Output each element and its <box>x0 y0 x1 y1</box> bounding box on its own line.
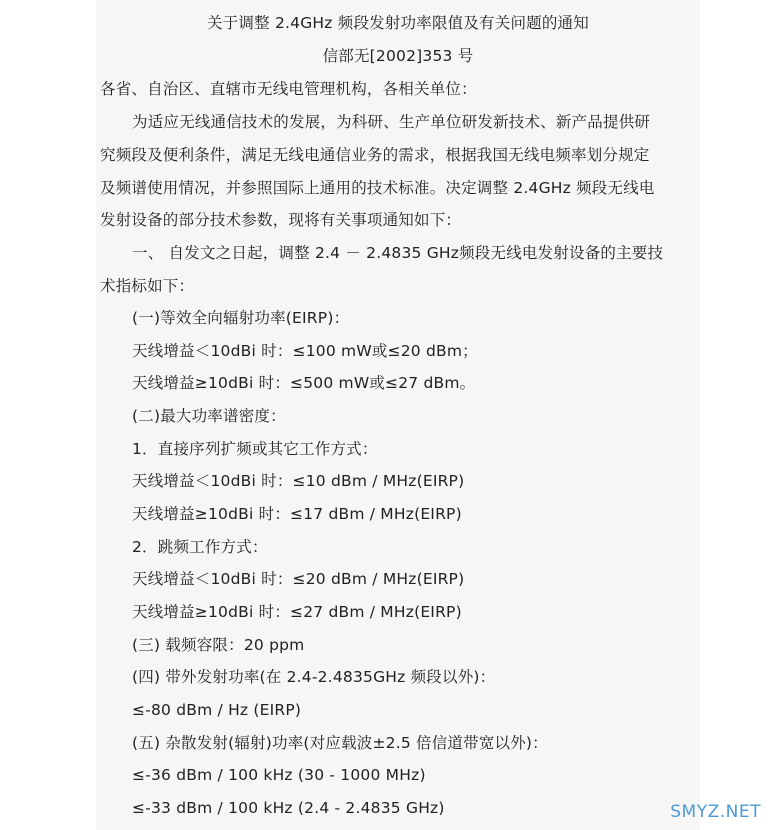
recipients-line: 各省、自治区、直辖市无线电管理机构，各相关单位： <box>100 80 477 98</box>
document-number: 信部无[2002]353 号 <box>322 47 474 65</box>
spec-item: ≤-80 dBm / Hz (EIRP) <box>132 701 302 719</box>
spec-item: (二)最大功率谱密度： <box>132 407 286 425</box>
spec-item: 1．直接序列扩频或其它工作方式： <box>132 440 378 458</box>
paragraph-line: 为适应无线通信技术的发展，为科研、生产单位研发新技术、新产品提供研 <box>132 113 651 131</box>
paragraph-line: 发射设备的部分技术参数，现将有关事项通知如下： <box>100 211 462 229</box>
document-title: 关于调整 2.4GHz 频段发射功率限值及有关问题的通知 <box>207 14 589 32</box>
section-heading: 一、 自发文之日起，调整 2.4 － 2.4835 GHz频段无线电发射设备的主要技 <box>132 244 664 262</box>
spec-item: ≤-33 dBm / 100 kHz (2.4 - 2.4835 GHz) <box>132 799 445 817</box>
spec-item: ≤-36 dBm / 100 kHz (30 - 1000 MHz) <box>132 766 426 784</box>
spec-item: 天线增益＜10dBi 时：≤10 dBm / MHz(EIRP) <box>132 472 465 490</box>
paragraph-line: 究频段及便利条件，满足无线电通信业务的需求，根据我国无线电频率划分规定 <box>100 146 650 164</box>
site-watermark: SMYZ.NET <box>670 802 761 822</box>
spec-item: 天线增益≥10dBi 时：≤27 dBm / MHz(EIRP) <box>132 603 462 621</box>
spec-item: 天线增益≥10dBi 时：≤17 dBm / MHz(EIRP) <box>132 505 462 523</box>
spec-item: (四) 带外发射功率(在 2.4-2.4835GHz 频段以外)： <box>132 668 496 686</box>
paragraph-line: 及频谱使用情况，并参照国际上通用的技术标准。决定调整 2.4GHz 频段无线电 <box>100 179 655 197</box>
spec-item: 2．跳频工作方式： <box>132 538 268 556</box>
section-heading-cont: 术指标如下： <box>100 277 195 295</box>
spec-item: (五) 杂散发射(辐射)功率(对应载波±2.5 倍信道带宽以外)： <box>132 734 548 752</box>
document-page <box>96 0 700 830</box>
spec-item: 天线增益≥10dBi 时：≤500 mW或≤27 dBm。 <box>132 374 476 392</box>
spec-item: (一)等效全向辐射功率(EIRP)： <box>132 309 350 327</box>
spec-item: 天线增益＜10dBi 时：≤100 mW或≤20 dBm； <box>132 342 478 360</box>
spec-item: 天线增益＜10dBi 时：≤20 dBm / MHz(EIRP) <box>132 570 465 588</box>
spec-item: (三) 载频容限：20 ppm <box>132 636 305 654</box>
